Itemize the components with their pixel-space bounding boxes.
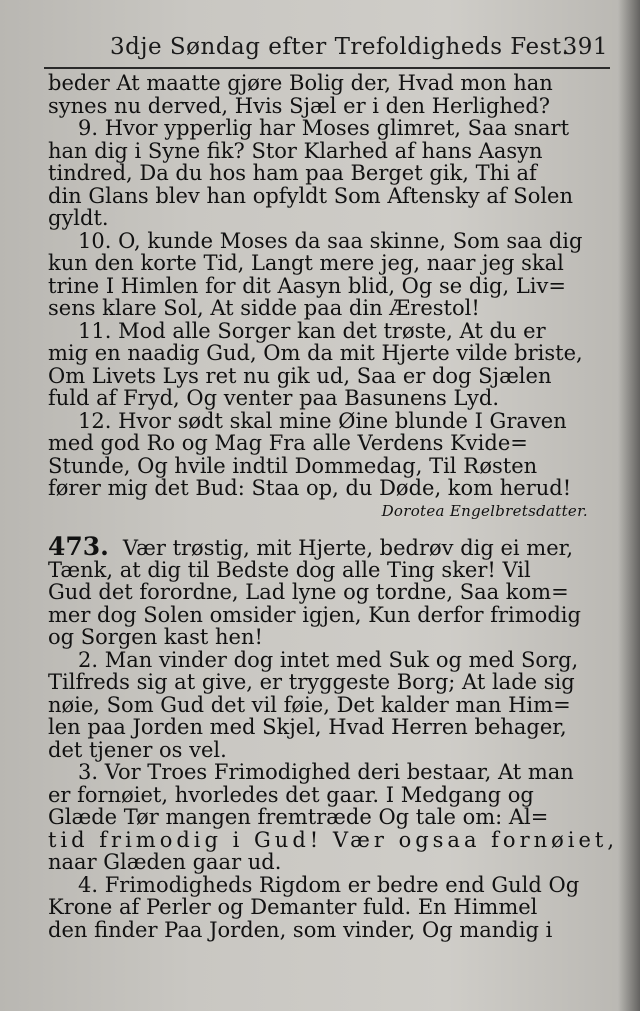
page-header [110,30,608,64]
verse-start-line: 2. Man vinder dog intet med Suk og med Sorg, [78,647,579,672]
verse-start-line: 12. Hvor sødt skal mine Øine blunde I Graven [78,408,567,433]
text-line: din Glans blev han opfyldt Som Aftensky af Solen [48,183,573,208]
text-line: Glæde Tør mangen fremtræde Og tale om: Al= [48,805,549,829]
page-body [48,71,619,942]
text-line: Tilfreds sig at give, er tryggeste Borg; At lade sig [48,670,575,694]
text-line: den finder Paa Jorden, som vinder, Og mandig i [48,917,553,942]
author-signature: Dorotea Engelbretsdatter. [381,501,588,520]
text-line: sens klare Sol, At sidde paa din Ærestol! [48,296,480,320]
text-line-spaced: tid frimodig i Gud! Vær ogsaa fornøiet, [48,827,619,852]
text-line: er fornøiet, hvorledes det gaar. I Medgang og [48,782,534,807]
text-line: han dig i Syne fik? Stor Klarhed af hans Aasyn [48,138,543,163]
running-title: 3dje Søndag efter Trefoldigheds Fest. [110,34,570,60]
verse-start-line: 4. Frimodigheds Rigdom er bedre end Guld Og [78,872,580,897]
text-line: kun den korte Tid, Langt mere jeg, naar jeg skal [48,251,564,275]
text-line: naar Glæden gaar ud. [48,850,282,874]
text-line: Om Livets Lys ret nu gik ud, Saa er dog Sjælen [48,363,552,388]
text-line: mer dog Solen omsider igjen, Kun derfor frimodig [48,602,581,627]
hymn-number: 473. [48,532,109,561]
text-line: og Sorgen kast hen! [48,625,263,649]
text-line: gyldt. [48,206,109,230]
text-line: mig en naadig Gud, Om da mit Hjerte vilde briste, [48,341,583,365]
verse-start-line: 11. Mod alle Sorger kan det trøste, At du er [78,318,546,343]
text-line: Krone af Perler og Demanter fuld. En Himmel [48,895,538,919]
text-line: Gud det forordne, Lad lyne og tordne, Saa kom= [48,580,569,604]
text-line: Tænk, at dig til Bedste dog alle Ting sker! Vil [48,557,531,582]
text-line: len paa Jorden med Skjel, Hvad Herren behager, [48,715,567,739]
section-gap [48,522,610,536]
text-line: fuld af Fryd, Og venter paa Basunens Lyd. [48,386,499,410]
text-line: det tjener os vel. [48,737,227,762]
header-rule [44,67,610,69]
text-line: Stunde, Og hvile indtil Dommedag, Til Røsten [48,453,538,478]
text-line: med god Ro og Mag Fra alle Verdens Kvide= [48,431,528,455]
text-line: synes nu derved, Hvis Sjæl er i den Herlighed? [48,93,551,118]
text-line: nøie, Som Gud det vil føie, Det kalder man Him= [48,692,571,717]
text-line: trine I Himlen for dit Aasyn blid, Og se dig, Liv= [48,273,566,298]
verse-start-line: 3. Vor Troes Frimodighed deri bestaar, At man [78,760,574,784]
verse-start-line: 9. Hvor ypperlig har Moses glimret, Saa snart [78,116,570,140]
text-line: fører mig det Bud: Staa op, du Døde, kom herud! [48,476,572,500]
page-number: 391 [562,34,608,60]
page-edge-shadow [618,0,640,1011]
text-line: beder At maatte gjøre Bolig der, Hvad mon han [48,71,553,95]
text-line: tindred, Da du hos ham paa Berget gik, Thi af [48,161,537,185]
hymn-first-line [48,532,610,561]
hymn-first-line-text: Vær trøstig, mit Hjerte, bedrøv dig ei mer, [122,536,574,560]
verse-start-line: 10. O, kunde Moses da saa skinne, Som saa dig [78,228,583,253]
